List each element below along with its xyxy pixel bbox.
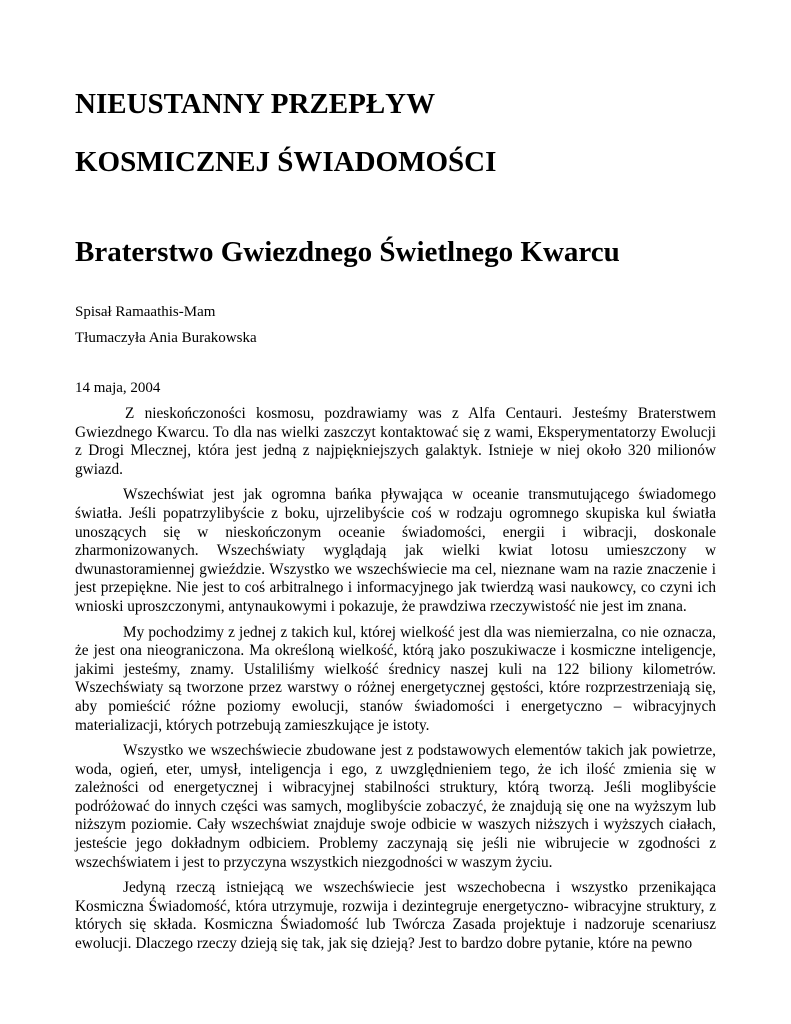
paragraph-4: Wszystko we wszechświecie zbudowane jest z podstawowych elementów takich jak powietrze, woda, ogień, eter, umysł, inteligencja i ego, z uwzględnieniem tego, że ich ilość zmienia się w zależności od energetycznej i wibracyjnej stabilności struktury, którą tworzą. Jeśli moglibyście podróżować do innych części was samych, moglibyście zobaczyć, że znajdują się one na wyższym lub niższym poziomie. Cały wszechświat znajduje swoje odbicie w waszych niższych i wyższych ciałach, jesteście jego dokładnym odbiciem. Problemy zaczynają się jeśli nie wibrujecie w zgodności z wszechświatem i jest to przyczyna wszystkich niezgodności w waszym życiu. <box>75 742 716 871</box>
paragraph-2: Wszechświat jest jak ogromna bańka pływająca w oceanie transmutującego świadomego światła. Jeśli popatrzylibyście z boku, ujrzelibyście coś w rodzaju ogromnego skupiska kul światła unoszących się w nieskończonym oceanie świadomości, energii i wibracji, doskonale zharmonizowanych. Wszechświaty wyglądają jak wielki kwiat lotosu umieszczony w dwunastoramiennej gwieździe. Wszystko we wszechświecie ma cel, nieznane wam na razie znaczenie i jest przepiękne. Nie jest to coś arbitralnego i informacyjnego jak twierdzą wasi naukowcy, co czyni ich wnioski uproszczonymi, antynaukowymi i pokazuje, że prawdziwa rzeczywistość nie jest im znana. <box>75 486 716 615</box>
author-line: Spisał Ramaathis-Mam <box>75 304 216 320</box>
translator-line: Tłumaczyła Ania Burakowska <box>75 330 257 346</box>
title-line-2: KOSMICZNEJ ŚWIADOMOŚCI <box>75 146 497 178</box>
paragraph-5: Jedyną rzeczą istniejącą we wszechświecie jest wszechobecna i wszystko przenikająca Kosmiczna Świadomość, która utrzymuje, rozwija i dezintegruje energetyczno- wibracyjne struktury, z których się składa. Kosmiczna Świadomość lub Twórcza Zasada projektuje i nadzoruje scenariusz ewolucji. Dlaczego rzeczy dzieją się tak, jak się dzieją? Jest to bardzo dobre pytanie, które na pewno <box>75 879 716 953</box>
title-line-1: NIEUSTANNY PRZEPŁYW <box>75 88 436 120</box>
body-text <box>75 405 716 961</box>
paragraph-1: Z nieskończoności kosmosu, pozdrawiamy was z Alfa Centauri. Jesteśmy Braterstwem Gwiezdnego Kwarcu. To dla nas wielki zaszczyt kontaktować się z wami, Eksperymentatorzy Ewolucji z Drogi Mlecznej, która jest jedną z najpiękniejszych galaktyk. Istnieje w niej około 320 milionów gwiazd. <box>75 405 716 478</box>
date-line: 14 maja, 2004 <box>75 380 161 396</box>
paragraph-3: My pochodzimy z jednej z takich kul, której wielkość jest dla was niemierzalna, co nie oznacza, że jest ona nieograniczona. Ma określoną wielkość, którą jako poszukiwacze i kosmiczne inteligencje, jakimi jesteśmy, znamy. Ustaliliśmy wielkość średnicy naszej kuli na 122 biliony kilometrów. Wszechświaty są tworzone przez warstwy o różnej energetycznej gęstości, które rozprzestrzeniają się, aby pomieścić różne poziomy ewolucji, stanów świadomości i energetyczno – wibracyjnych materializacji, których potrzebują zamieszkujące je istoty. <box>75 623 716 734</box>
subtitle: Braterstwo Gwiezdnego Świetlnego Kwarcu <box>75 236 620 268</box>
